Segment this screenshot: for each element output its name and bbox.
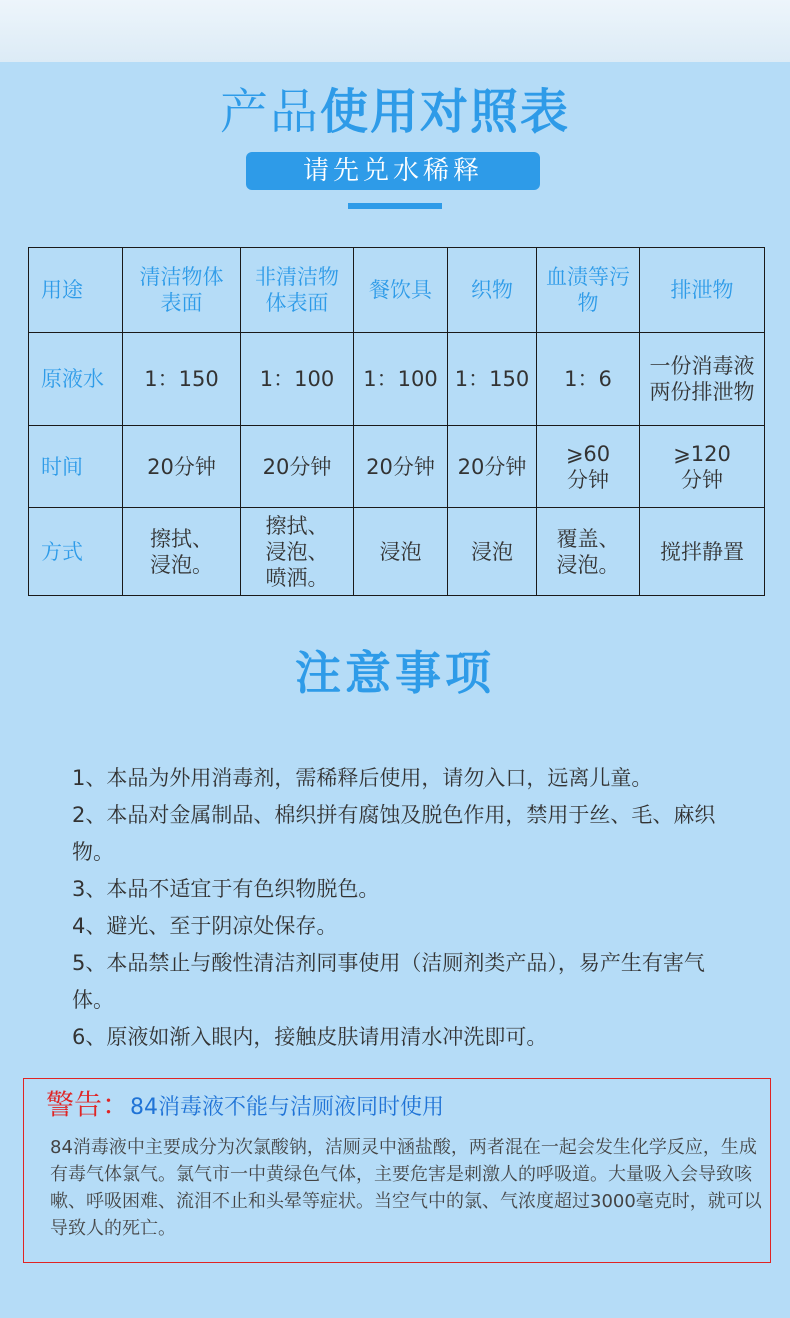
list-item: 2、本品对金属制品、棉织拼有腐蚀及脱色作用，禁用于丝、毛、麻织物。 xyxy=(72,803,716,864)
notes-title: 注意事项 xyxy=(295,646,495,700)
header-cell: 清洁物体 表面 xyxy=(123,248,241,333)
list-item: 4、避光、至于阴凉处保存。 xyxy=(72,914,338,938)
title-bold: 使用对照表 xyxy=(320,84,571,140)
table-cell: 1：150 xyxy=(448,333,537,426)
table-cell: 20分钟 xyxy=(448,426,537,508)
row-label: 时间 xyxy=(29,426,123,508)
table-cell: 擦拭、 浸泡、 喷洒。 xyxy=(241,508,354,596)
header-cell: 非清洁物 体表面 xyxy=(241,248,354,333)
warning-label: 警告： xyxy=(46,1088,131,1121)
table-cell: ⩾60 分钟 xyxy=(537,426,640,508)
table-cell: 1：100 xyxy=(241,333,354,426)
table-cell: 20分钟 xyxy=(241,426,354,508)
list-item: 6、原液如渐入眼内，接触皮肤请用清水冲洗即可。 xyxy=(72,1025,548,1049)
header-cell: 血渍等污 物 xyxy=(537,248,640,333)
table-cell: 1：150 xyxy=(123,333,241,426)
row-label: 方式 xyxy=(29,508,123,596)
list-item: 1、本品为外用消毒剂，需稀释后使用，请勿入口，远离儿童。 xyxy=(72,766,653,790)
table-cell: 浸泡 xyxy=(354,508,448,596)
page-title xyxy=(0,80,790,144)
header-cell-use: 用途 xyxy=(29,248,123,333)
header-cell: 织物 xyxy=(448,248,537,333)
top-band xyxy=(0,0,790,62)
header-cell: 排泄物 xyxy=(640,248,765,333)
table-row-method xyxy=(29,508,765,596)
table-header-row xyxy=(29,248,765,333)
warning-heading xyxy=(46,1087,766,1126)
title-light: 产品 xyxy=(219,84,320,140)
table-cell: 搅拌静置 xyxy=(640,508,765,596)
table-cell: 浸泡 xyxy=(448,508,537,596)
usage-table xyxy=(28,247,765,596)
table-cell: 擦拭、 浸泡。 xyxy=(123,508,241,596)
warning-body: 84消毒液中主要成分为次氯酸钠，洁厕灵中涵盐酸，两者混在一起会发生化学反应，生成有毒气体氯气。氯气市一中黄绿色气体，主要危害是刺激人的呼吸道。大量吸入会导致咳嗽、呼吸困难、流泪不止和头晕等症状。当空气中的氯、气浓度超过3000毫克时，就可以导致人的死亡。 xyxy=(50,1137,762,1239)
table-cell: 20分钟 xyxy=(354,426,448,508)
table-row-ratio xyxy=(29,333,765,426)
table-cell: ⩾120 分钟 xyxy=(640,426,765,508)
notes-list xyxy=(72,760,732,1056)
table-cell: 一份消毒液 两份排泄物 xyxy=(640,333,765,426)
table-cell: 1：100 xyxy=(354,333,448,426)
table-cell: 覆盖、 浸泡。 xyxy=(537,508,640,596)
list-item: 3、本品不适宜于有色织物脱色。 xyxy=(72,877,380,901)
table-cell: 20分钟 xyxy=(123,426,241,508)
warning-box xyxy=(23,1078,771,1263)
list-item: 5、本品禁止与酸性清洁剂同事使用（洁厕剂类产品），易产生有害气体。 xyxy=(72,951,705,1012)
table-cell: 1：6 xyxy=(537,333,640,426)
warning-headline: 84消毒液不能与洁厕液同时使用 xyxy=(130,1095,445,1120)
table-row-time xyxy=(29,426,765,508)
subtitle-badge: 请先兑水稀释 xyxy=(246,152,540,190)
row-label: 原液水 xyxy=(29,333,123,426)
header-cell: 餐饮具 xyxy=(354,248,448,333)
title-underline xyxy=(348,203,442,209)
